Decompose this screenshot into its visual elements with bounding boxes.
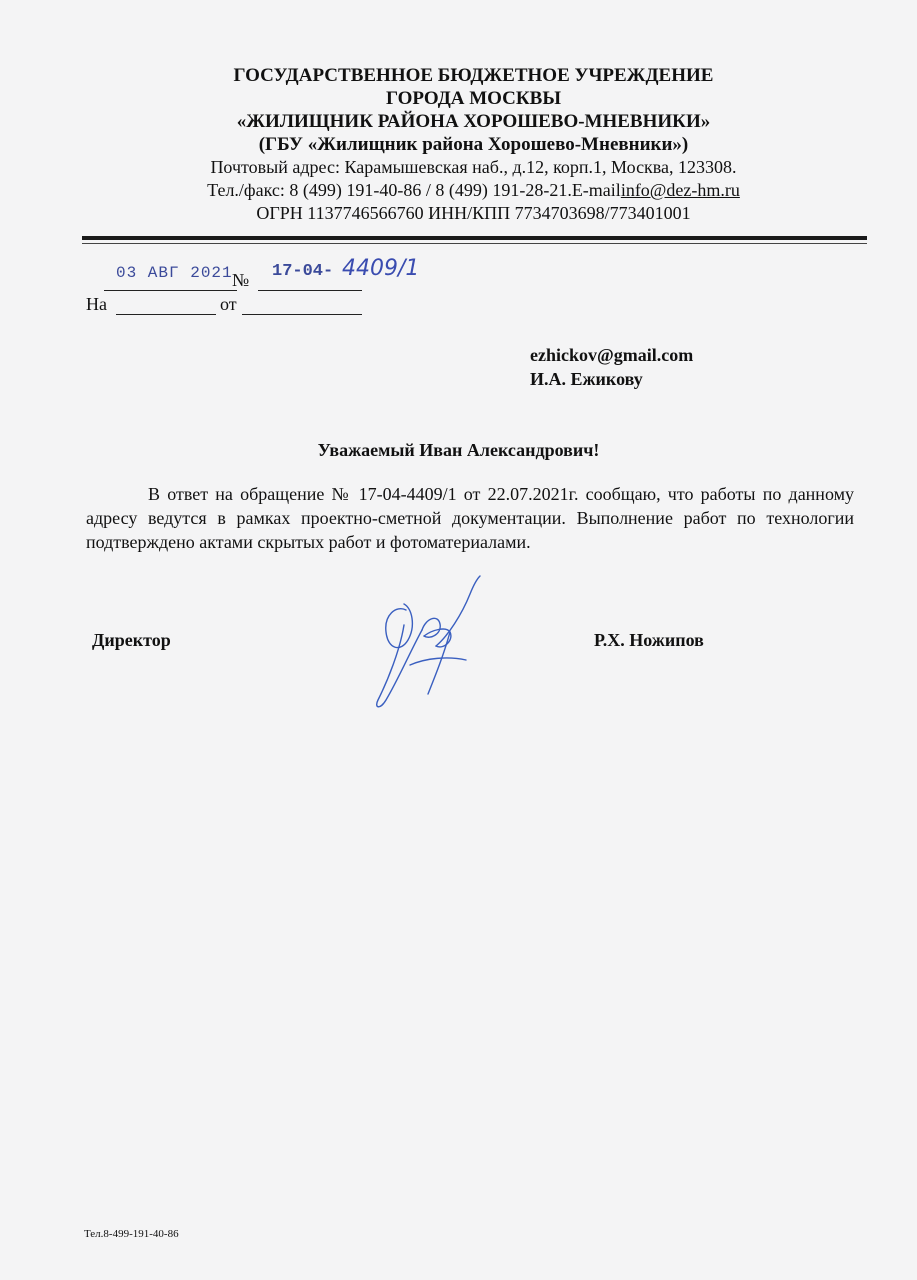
footer-phone: Тел.8-499-191-40-86 xyxy=(84,1228,179,1240)
salutation: Уважаемый Иван Александрович! xyxy=(317,440,600,460)
handwritten-signature xyxy=(366,570,496,715)
contact-line xyxy=(80,179,867,202)
org-name-line-1: ГОСУДАРСТВЕННОЕ БЮДЖЕТНОЕ УЧРЕЖДЕНИЕ xyxy=(233,65,714,86)
number-underline xyxy=(258,290,362,291)
recipient-email: ezhickov@gmail.com xyxy=(530,345,694,365)
header-divider-thick xyxy=(82,236,867,240)
reply-date-label: от xyxy=(220,294,237,314)
outgoing-registration xyxy=(86,256,426,322)
date-underline xyxy=(104,290,237,291)
date-stamp: 03 АВГ 2021 xyxy=(116,264,233,282)
org-name-line-3: «ЖИЛИЩНИК РАЙОНА ХОРОШЕВО-МНЕВНИКИ» xyxy=(236,111,711,132)
header-divider-thin xyxy=(82,243,867,244)
signatory-title: Директор xyxy=(92,630,171,650)
registration-ids: ОГРН 1137746566760 ИНН/КПП 7734703698/773401001 xyxy=(256,203,691,223)
number-stamp: 17-04- xyxy=(272,262,334,281)
number-sign: № xyxy=(232,270,250,290)
recipient-name: И.А. Ежикову xyxy=(530,369,643,389)
recipient-block xyxy=(530,343,693,391)
reply-to-label: На xyxy=(86,294,107,314)
reply-date-underline xyxy=(242,314,362,315)
signatory-name: Р.Х. Ножипов xyxy=(594,630,704,650)
org-email-link[interactable]: info@dez-hm.ru xyxy=(620,180,740,200)
letterhead xyxy=(80,64,867,225)
letter-body: В ответ на обращение № 17-04-4409/1 от 22.07.2021г. сообщаю, что работы по данному адресу ведутся в рамках проектно-сметной документации. Выполнение работ по технологии подтверждено актами скрытых работ и фотоматериалами. xyxy=(86,484,854,552)
reply-to-underline xyxy=(116,314,216,315)
phone-fax: Тел./факс: 8 (499) 191-40-86 / 8 (499) 191-28-21.E-mail xyxy=(207,180,621,200)
org-name-line-2: ГОРОДА МОСКВЫ xyxy=(385,88,562,109)
postal-address: Почтовый адрес: Карамышевская наб., д.12, корп.1, Москва, 123308. xyxy=(210,157,737,177)
number-handwritten: 4409/1 xyxy=(342,256,420,281)
org-short-name: (ГБУ «Жилищник района Хорошево-Мневники») xyxy=(258,134,689,155)
